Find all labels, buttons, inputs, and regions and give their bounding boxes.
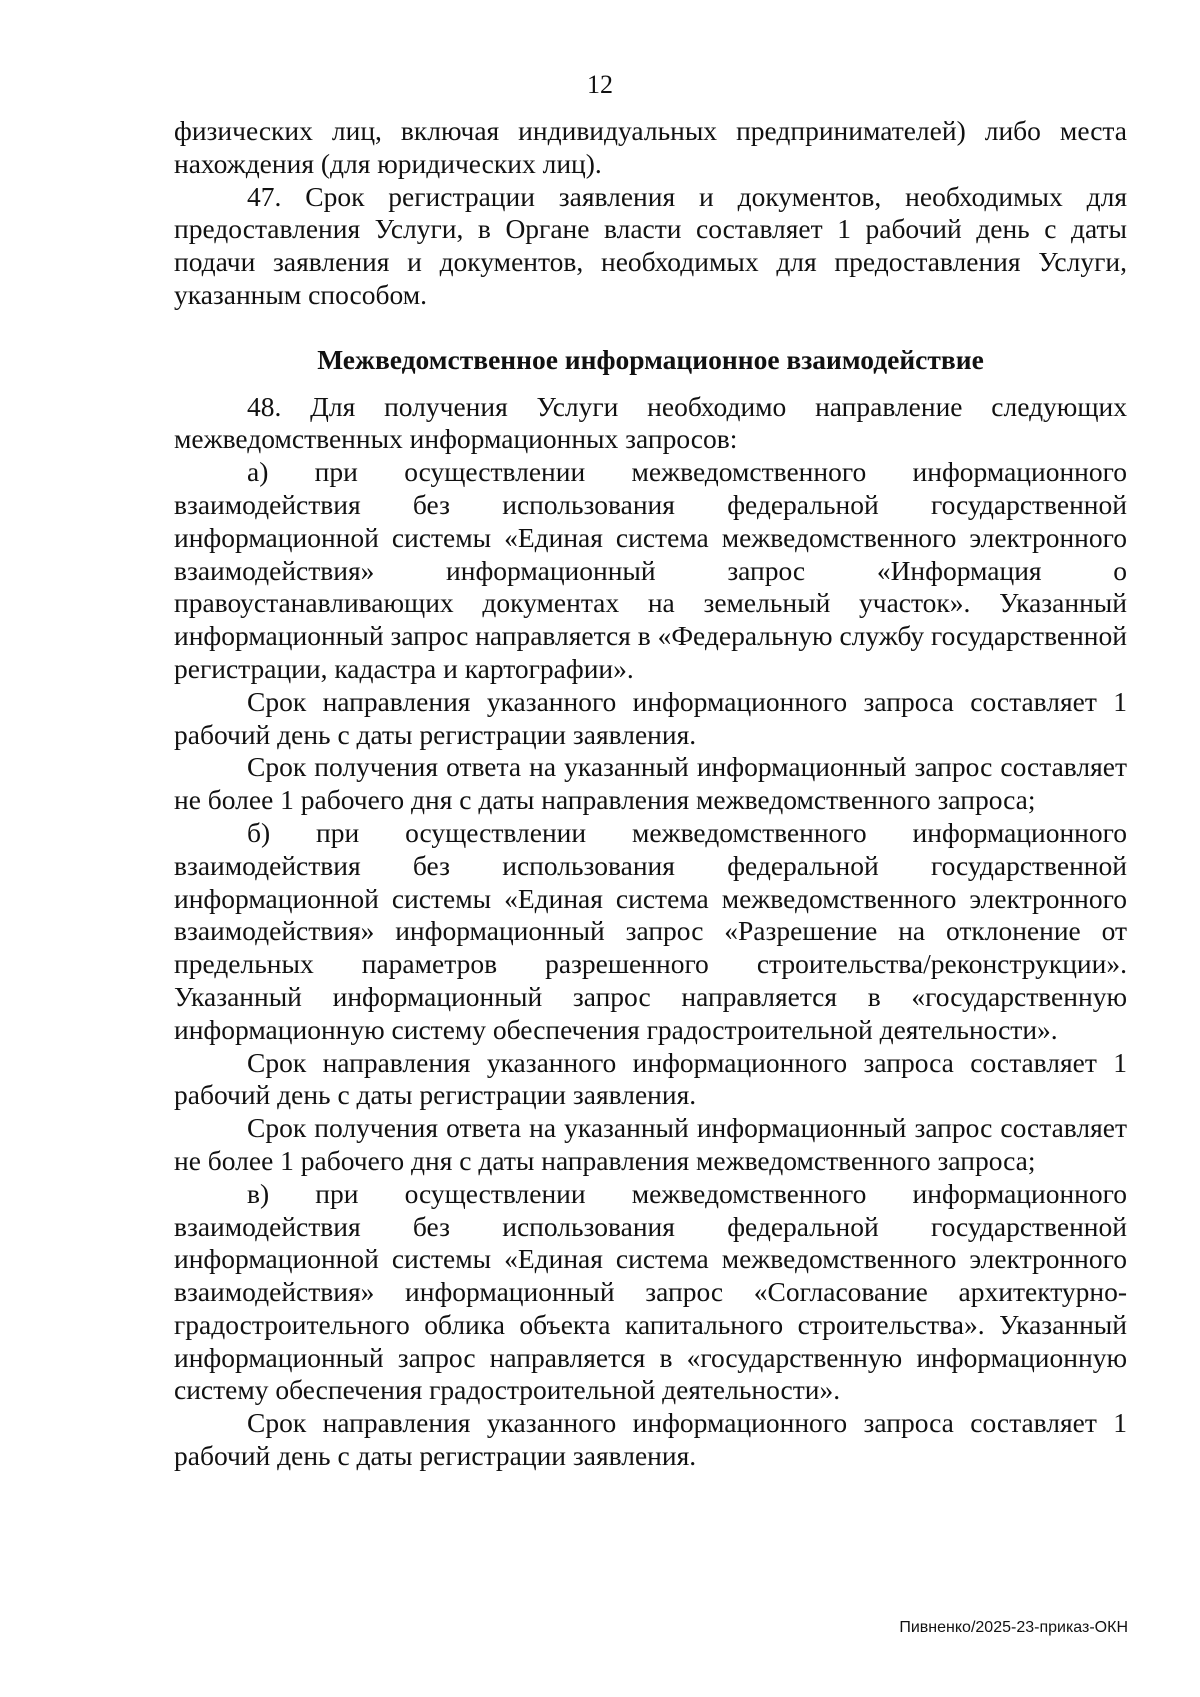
subparagraph-a: а) при осуществлении межведомственного информационного взаимодействия без использования федеральной государственной информационной системы «Единая система межведомственного электронного взаимодействия» информационный запрос «Информация о правоустанавливающих документах на земельный участок». Указанный информационный запрос направляется в «Федеральную службу государственной регистрации, кадастра и картографии». <box>174 456 1127 684</box>
deadline-send-a: Срок направления указанного информационного запроса составляет 1 рабочий день с даты регистрации заявления. <box>174 685 1127 750</box>
deadline-response-a: Срок получения ответа на указанный информационный запрос составляет не более 1 рабочего дня с даты направления межведомственного запроса; <box>174 751 1127 816</box>
document-body <box>174 115 1127 1473</box>
subparagraph-b: б) при осуществлении межведомственного информационного взаимодействия без использования федеральной государственной информационной системы «Единая система межведомственного электронного взаимодействия» информационный запрос «Разрешение на отклонение от предельных параметров разрешенного строительства/реконструкции». Указанный информационный запрос направляется в «государственную информационную систему обеспечения градостроительной деятельности». <box>174 816 1127 1045</box>
deadline-send-v: Срок направления указанного информационного запроса составляет 1 рабочий день с даты регистрации заявления. <box>174 1407 1127 1472</box>
deadline-response-b: Срок получения ответа на указанный информационный запрос составляет не более 1 рабочего дня с даты направления межведомственного запроса; <box>174 1112 1127 1176</box>
paragraph-48: 48. Для получения Услуги необходимо направление следующих межведомственных информационных запросов: <box>174 390 1127 455</box>
document-footer-id: Пивненко/2025-23-приказ-ОКН <box>899 1619 1128 1636</box>
deadline-send-b: Срок направления указанного информационного запроса составляет 1 рабочий день с даты регистрации заявления. <box>174 1046 1127 1111</box>
paragraph-47: 47. Срок регистрации заявления и документов, необходимых для предоставления Услуги, в Органе власти составляет 1 рабочий день с даты подачи заявления и документов, необходимых для предоставления Услуги, указанным способом. <box>174 180 1127 310</box>
paragraph-continuation: физических лиц, включая индивидуальных предпринимателей) либо места нахождения (для юридических лиц). <box>174 115 1127 179</box>
section-heading: Межведомственное информационное взаимодействие <box>317 343 984 375</box>
page-number: 12 <box>587 70 613 99</box>
subparagraph-v: в) при осуществлении межведомственного информационного взаимодействия без использования федеральной государственной информационной системы «Единая система межведомственного электронного взаимодействия» информационный запрос «Согласование архитектурно-градостроительного облика объекта капитального строительства». Указанный информационный запрос направляется в «государственную информационную систему обеспечения градостроительной деятельности». <box>174 1177 1127 1406</box>
